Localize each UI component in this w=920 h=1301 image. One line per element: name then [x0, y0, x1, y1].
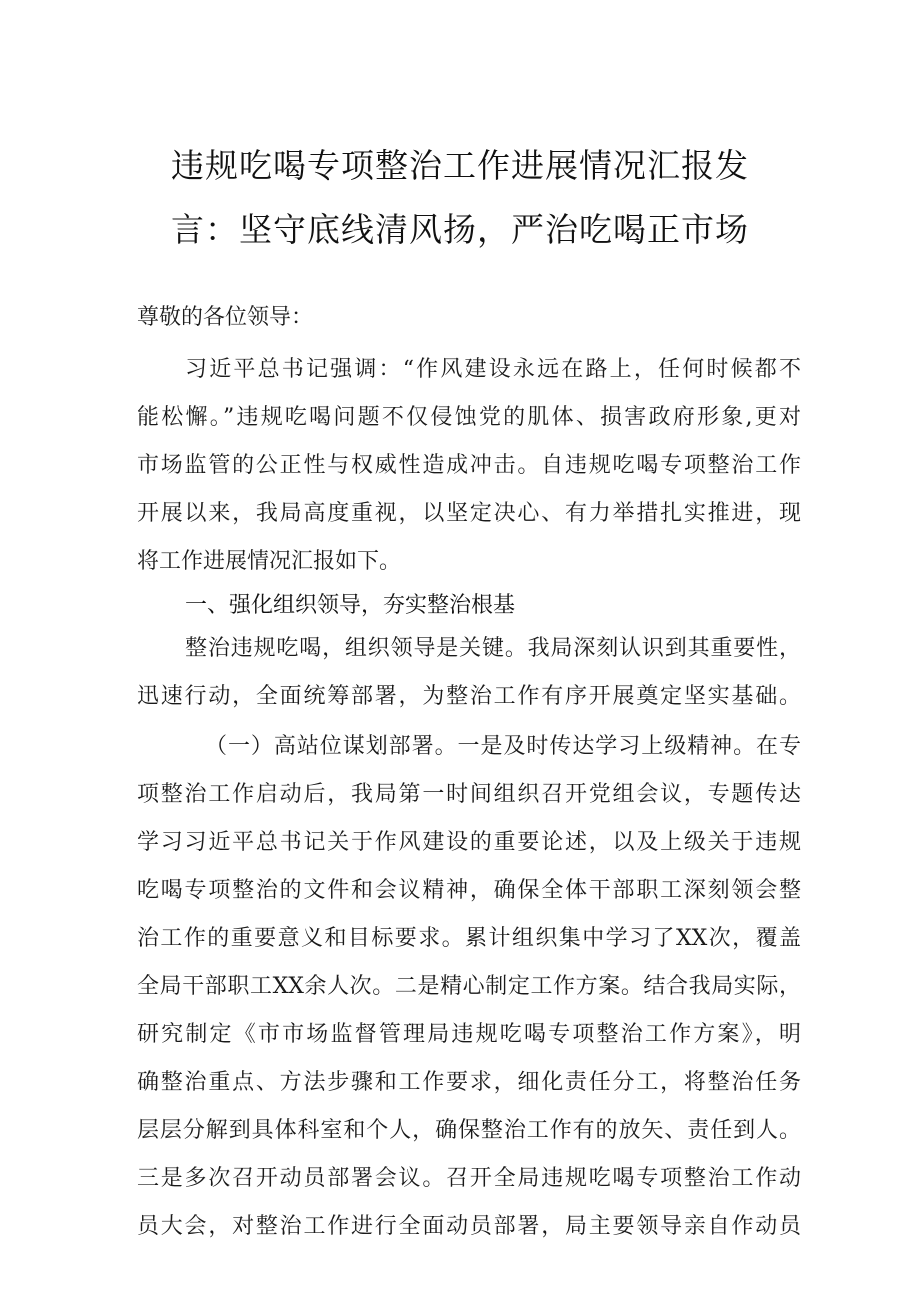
paragraph-line: 习近平总书记强调：“作风建设永远在路上，任何时候都不 — [185, 357, 801, 382]
paragraph-line: 全局干部职工XX余人次。二是精心制定工作方案。结合我局实际， — [137, 974, 801, 999]
section-heading: 一、强化组织领导，夯实整治根基 — [185, 593, 516, 618]
paragraph-line: 吃喝专项整治的文件和会议精神，确保全体干部职工深刻领会整 — [137, 878, 801, 903]
paragraph-line: 研究制定《市市场监督管理局违规吃喝专项整治工作方案》，明 — [137, 1022, 801, 1047]
paragraph-line: 项整治工作启动后，我局第一时间组织召开党组会议，专题传达 — [137, 782, 801, 807]
paragraph-line: 三是多次召开动员部署会议。召开全局违规吃喝专项整治工作动 — [137, 1166, 801, 1191]
salutation: 尊敬的各位领导： — [137, 305, 314, 330]
paragraph-line: （一）高站位谋划部署。一是及时传达学习上级精神。在专 — [205, 734, 801, 759]
paragraph-line: 将工作进展情况汇报如下。 — [137, 549, 402, 574]
paragraph-line: 迅速行动，全面统筹部署，为整治工作有序开展奠定坚实基础。 — [137, 684, 801, 709]
paragraph-line: 开展以来，我局高度重视，以坚定决心、有力举措扎实推进，现 — [137, 501, 801, 526]
paragraph-line: 能松懈。”违规吃喝问题不仅侵蚀党的肌体、损害政府形象,更对 — [137, 405, 801, 430]
document-title-line-1: 违规吃喝专项整治工作进展情况汇报发 — [171, 146, 749, 185]
document-title-line-2: 言：坚守底线清风扬，严治吃喝正市场 — [171, 210, 749, 249]
paragraph-line: 确整治重点、方法步骤和工作要求，细化责任分工，将整治任务 — [137, 1070, 801, 1095]
paragraph-line: 治工作的重要意义和目标要求。累计组织集中学习了XX次，覆盖 — [137, 926, 801, 951]
paragraph-line: 层层分解到具体科室和个人，确保整治工作有的放矢、责任到人。 — [137, 1118, 801, 1143]
paragraph-line: 学习习近平总书记关于作风建设的重要论述，以及上级关于违规 — [137, 830, 801, 855]
paragraph-line: 整治违规吃喝，组织领导是关键。我局深刻认识到其重要性， — [185, 636, 801, 661]
paragraph-line: 市场监管的公正性与权威性造成冲击。自违规吃喝专项整治工作 — [137, 453, 801, 478]
paragraph-line: 员大会，对整治工作进行全面动员部署，局主要领导亲自作动员 — [137, 1214, 801, 1239]
